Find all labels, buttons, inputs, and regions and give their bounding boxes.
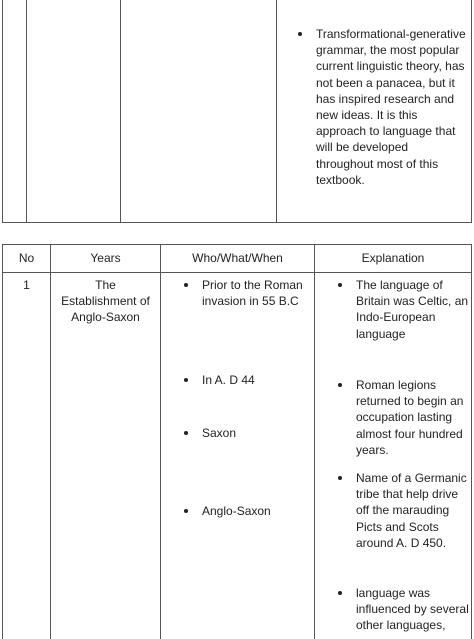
t2-border-col2 — [50, 244, 51, 639]
header-explanation: Explanation — [361, 251, 425, 265]
who-item-4: Anglo-Saxon — [202, 503, 310, 519]
t1-border-left — [2, 0, 3, 223]
t1-border-col2 — [26, 0, 27, 223]
bullet-dot-icon — [184, 431, 188, 435]
bullet-dot-icon — [338, 383, 342, 387]
t2-border-right — [471, 244, 472, 639]
t1-border-col4 — [276, 0, 277, 223]
bullet-dot-icon — [184, 509, 188, 513]
t1-border-bottom — [2, 222, 472, 223]
t1-border-right — [471, 0, 472, 223]
bullet-dot-icon — [338, 476, 342, 480]
who-item-2: In A. D 44 — [202, 372, 310, 388]
header-years: Years — [90, 251, 121, 265]
header-who-what-when: Who/What/When — [192, 251, 283, 265]
bullet-dot-icon — [184, 378, 188, 382]
row-1-years: The Establishment of Anglo-Saxon — [61, 278, 150, 325]
bullet-dot-icon — [338, 591, 342, 595]
bullet-dot-icon — [298, 32, 302, 36]
t2-border-left — [2, 244, 3, 639]
t1-bullet-item — [316, 26, 468, 188]
t1-bullet-text: Transformational-generative grammar, the most popular current linguistic theory, has not been a panacea, but it has inspired research and new ideas. It is this approach to language that will be developed throughout most of this textbook. — [316, 27, 466, 187]
t2-border-col3 — [160, 244, 161, 639]
t1-border-col3 — [120, 0, 121, 223]
row-1-no: 1 — [23, 278, 30, 292]
who-item-3: Saxon — [202, 425, 310, 441]
explanation-item-4: language was influenced by several other languages, — [356, 585, 470, 634]
t2-border-header-bottom — [2, 272, 472, 273]
explanation-item-1: The language of Britain was Celtic, an Indo-European language — [356, 277, 470, 342]
t2-border-top — [2, 244, 472, 245]
who-item-1: Prior to the Roman invasion in 55 B.C — [202, 277, 310, 309]
header-no: No — [18, 251, 35, 265]
t2-border-col4 — [314, 244, 315, 639]
explanation-item-2: Roman legions returned to begin an occupation lasting almost four hundred years. — [356, 377, 470, 458]
bullet-dot-icon — [184, 283, 188, 287]
bullet-dot-icon — [338, 283, 342, 287]
explanation-item-3: Name of a Germanic tribe that help drive off the marauding Picts and Scots around A. D 450. — [356, 470, 470, 551]
